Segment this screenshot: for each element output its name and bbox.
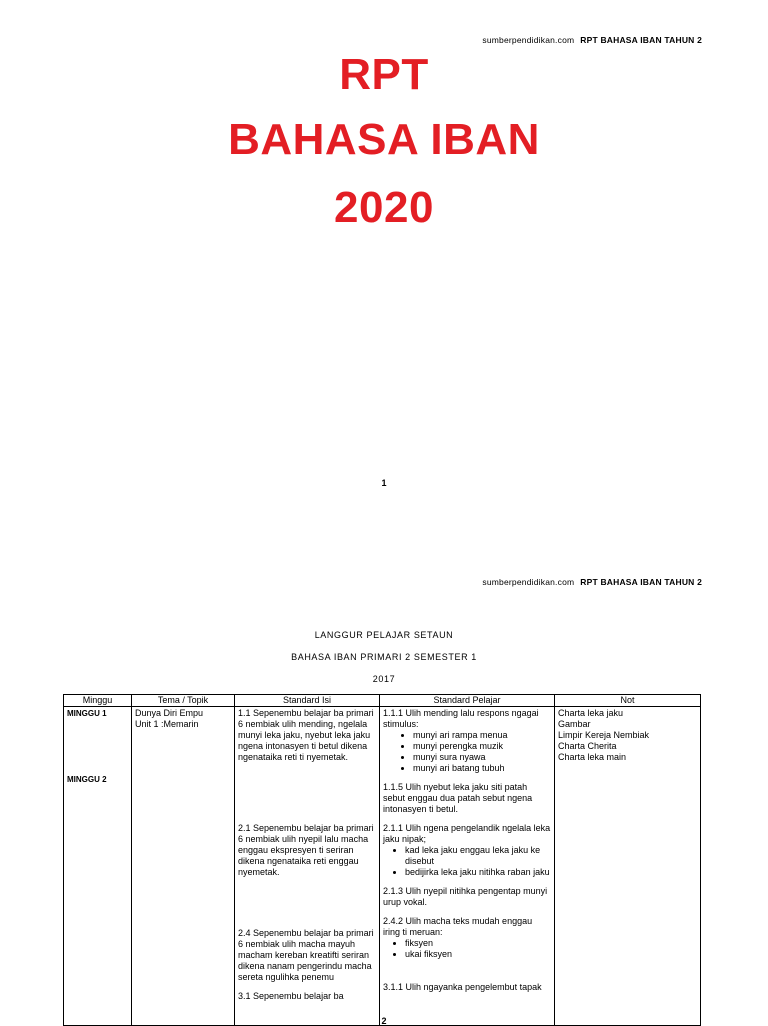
note-item: Gambar (558, 719, 591, 729)
plan-subheading: BAHASA IBAN PRIMARI 2 SEMESTER 1 (291, 652, 477, 662)
column-header: Minggu (64, 695, 132, 707)
unit-text: Unit 1 :Memarin (135, 719, 199, 729)
table-header-row (64, 695, 701, 707)
table-row (64, 707, 701, 1026)
tema-cell (132, 707, 235, 1026)
week-label: MINGGU 2 (67, 775, 107, 784)
list-item: • munyi ari rampa menua (413, 730, 551, 741)
learning-standard-3-1-1: 3.1.1 Ulih ngayanka pengelembut tapak (383, 982, 542, 992)
content-standard-2-4: 2.4 Sepenembu belajar ba primari 6 nembiak ulih macha mayuh macham kereban kreatifti seriran dikena nanam pengerindu macha sereta ngulihka penemu (238, 928, 374, 982)
list-item: • fiksyen (405, 938, 551, 949)
theme-text: Dunya Diri Empu (135, 708, 204, 718)
list-item: • munyi sura nyawa (413, 752, 551, 763)
text-type-list (383, 938, 551, 960)
learning-standard-1-1-5: 1.1.5 Ulih nyebut leka jaku siti patah sebut enggau dua patah sebut ngena intonasyen ti betul. (383, 782, 533, 814)
learning-standard-1-1-1: 1.1.1 Ulih mending lalu respons ngagai stimulus: (383, 708, 539, 729)
list-item: • ukai fiksyen (405, 949, 551, 960)
column-header: Standard Pelajar (380, 695, 555, 707)
plan-heading: LANGGUR PELAJAR SETAUN (314, 630, 454, 640)
cover-title-rpt: RPT (339, 50, 429, 99)
note-item: Limpir Kereja Nembiak (558, 730, 650, 740)
list-item: • bedijirka leka jaku nitihka raban jaku (405, 867, 551, 878)
note-item: Charta leka main (558, 752, 627, 762)
content-standard-1-1: 1.1 Sepenembu belajar ba primari 6 nembiak ulih mending, ngelala munyi leka jaku, nyebut leka jaku ngena intonasyen ti betul dikena ngenataika reti ti nyemetak. (238, 708, 374, 762)
learning-standard-2-4-2: 2.4.2 Ulih macha teks mudah enggau iring ti meruan: (383, 916, 533, 937)
recognition-list (383, 845, 551, 878)
minggu-cell (64, 707, 132, 1026)
column-header: Standard Isi (235, 695, 380, 707)
header-site: sumberpendidikan.com (482, 577, 575, 587)
note-item: Charta leka jaku (558, 708, 624, 718)
cover-title-year: 2020 (334, 183, 434, 232)
header-note (482, 577, 702, 587)
header-title: RPT BAHASA IBAN TAHUN 2 (580, 35, 702, 45)
list-item: • munyi ari batang tubuh (413, 763, 551, 774)
not-cell (555, 707, 701, 1026)
stimulus-list (383, 730, 551, 774)
header-note (482, 35, 702, 45)
column-header: Not (555, 695, 701, 707)
rpt-table (63, 694, 701, 1026)
note-item: Charta Cherita (558, 741, 617, 751)
column-header: Tema / Topik (132, 695, 235, 707)
list-item: • munyi perengka muzik (413, 741, 551, 752)
page-number: 2 (381, 1016, 387, 1026)
learning-standard-2-1-1: 2.1.1 Ulih ngena pengelandik ngelala leka jaku nipak; (383, 823, 551, 844)
cover-title-subject: BAHASA IBAN (228, 115, 540, 164)
learning-standard-2-1-3: 2.1.3 Ulih nyepil nitihka pengentap munyi urup vokal. (383, 886, 548, 907)
standard-pelajar-cell (380, 707, 555, 1026)
content-standard-2-1: 2.1 Sepenembu belajar ba primari 6 nembiak ulih nyepil lalu macha enggau ekspresyen ti seriran dikena ngenataika reti enggau nyemetak. (238, 823, 374, 877)
standard-isi-cell (235, 707, 380, 1026)
plan-year: 2017 (372, 674, 396, 684)
list-item: • kad leka jaku enggau leka jaku ke disebut (405, 845, 551, 867)
week-label: MINGGU 1 (67, 709, 107, 718)
header-title: RPT BAHASA IBAN TAHUN 2 (580, 577, 702, 587)
page-number: 1 (381, 478, 387, 488)
content-standard-3-1: 3.1 Sepenembu belajar ba (238, 991, 344, 1001)
header-site: sumberpendidikan.com (482, 35, 575, 45)
